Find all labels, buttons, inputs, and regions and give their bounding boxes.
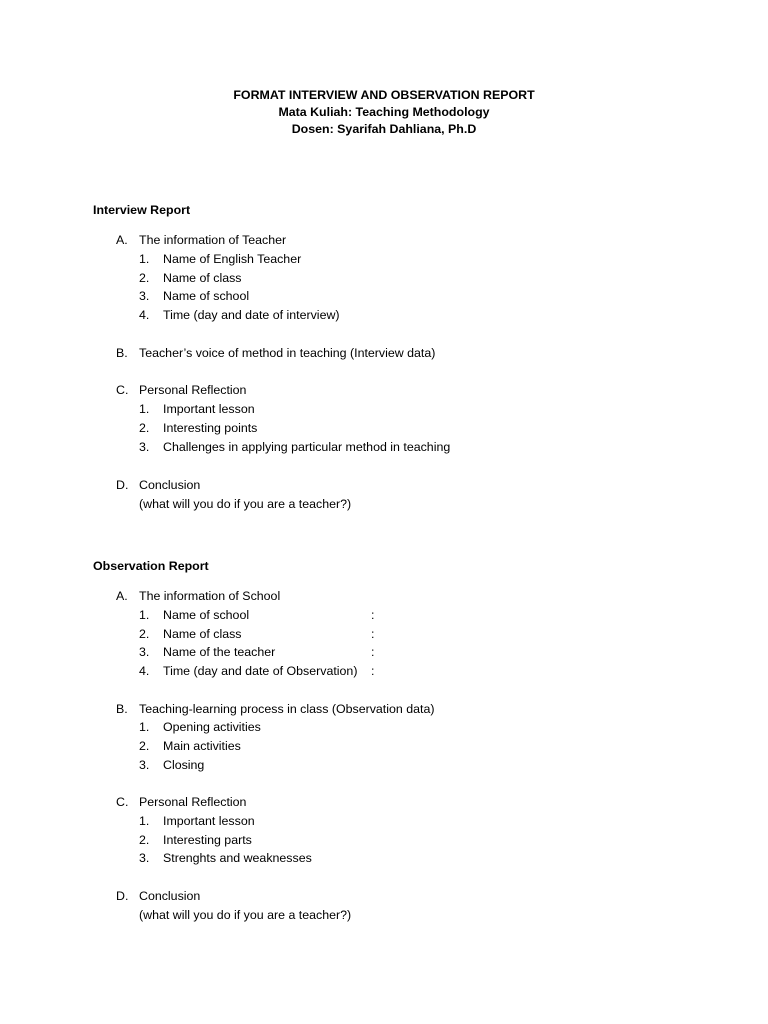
section-heading: The information of School <box>139 589 281 603</box>
list-number: 3. <box>139 289 150 303</box>
section-letter: D. <box>116 478 129 492</box>
list-number: 1. <box>139 608 150 622</box>
conclusion-note: (what will you do if you are a teacher?) <box>139 908 352 922</box>
section-letter: C. <box>116 795 129 809</box>
list-number: 2. <box>139 739 150 753</box>
list-item: Name of class <box>163 271 242 285</box>
section-letter: A. <box>116 233 128 247</box>
list-number: 4. <box>139 308 150 322</box>
section-heading: The information of Teacher <box>139 233 287 247</box>
list-number: 2. <box>139 421 150 435</box>
field-colon: : <box>371 627 375 641</box>
list-number: 3. <box>139 758 150 772</box>
section-letter: B. <box>116 702 128 716</box>
list-item: Opening activities <box>163 720 261 734</box>
section-letter: D. <box>116 889 129 903</box>
list-number: 1. <box>139 814 150 828</box>
list-item: Main activities <box>163 739 241 753</box>
list-item: Closing <box>163 758 205 772</box>
list-number: 1. <box>139 720 150 734</box>
list-number: 2. <box>139 833 150 847</box>
field-colon: : <box>371 645 375 659</box>
list-item: Time (day and date of Observation) <box>163 664 358 678</box>
list-item: Interesting points <box>163 421 258 435</box>
conclusion-note: (what will you do if you are a teacher?) <box>139 497 352 511</box>
list-number: 2. <box>139 627 150 641</box>
course-name: Mata Kuliah: Teaching Methodology <box>278 105 490 119</box>
document-title: FORMAT INTERVIEW AND OBSERVATION REPORT <box>233 88 535 102</box>
list-item: Important lesson <box>163 402 255 416</box>
section-heading: Personal Reflection <box>139 795 247 809</box>
list-item: Name of the teacher <box>163 645 276 659</box>
list-item: Name of school <box>163 289 250 303</box>
field-colon: : <box>371 608 375 622</box>
list-number: 1. <box>139 252 150 266</box>
list-item: Time (day and date of interview) <box>163 308 340 322</box>
observation-report-title: Observation Report <box>93 559 209 573</box>
section-letter: B. <box>116 346 128 360</box>
list-item: Name of school <box>163 608 250 622</box>
list-item: Interesting parts <box>163 833 252 847</box>
field-colon: : <box>371 664 375 678</box>
section-heading: Personal Reflection <box>139 383 247 397</box>
section-heading: Conclusion <box>139 478 201 492</box>
list-item: Name of English Teacher <box>163 252 302 266</box>
section-heading: Conclusion <box>139 889 201 903</box>
interview-report-title: Interview Report <box>93 203 191 217</box>
list-number: 4. <box>139 664 150 678</box>
list-item: Important lesson <box>163 814 255 828</box>
list-number: 1. <box>139 402 150 416</box>
list-number: 3. <box>139 440 150 454</box>
list-number: 2. <box>139 271 150 285</box>
section-letter: C. <box>116 383 129 397</box>
list-item: Strenghts and weaknesses <box>163 851 312 865</box>
lecturer-name: Dosen: Syarifah Dahliana, Ph.D <box>291 122 477 136</box>
list-item: Challenges in applying particular method in teaching <box>163 440 451 454</box>
section-letter: A. <box>116 589 128 603</box>
list-item: Name of class <box>163 627 242 641</box>
document-header <box>0 87 768 138</box>
section-heading: Teacher’s voice of method in teaching (Interview data) <box>139 346 436 360</box>
list-number: 3. <box>139 645 150 659</box>
list-number: 3. <box>139 851 150 865</box>
section-heading: Teaching-learning process in class (Observation data) <box>139 702 435 716</box>
